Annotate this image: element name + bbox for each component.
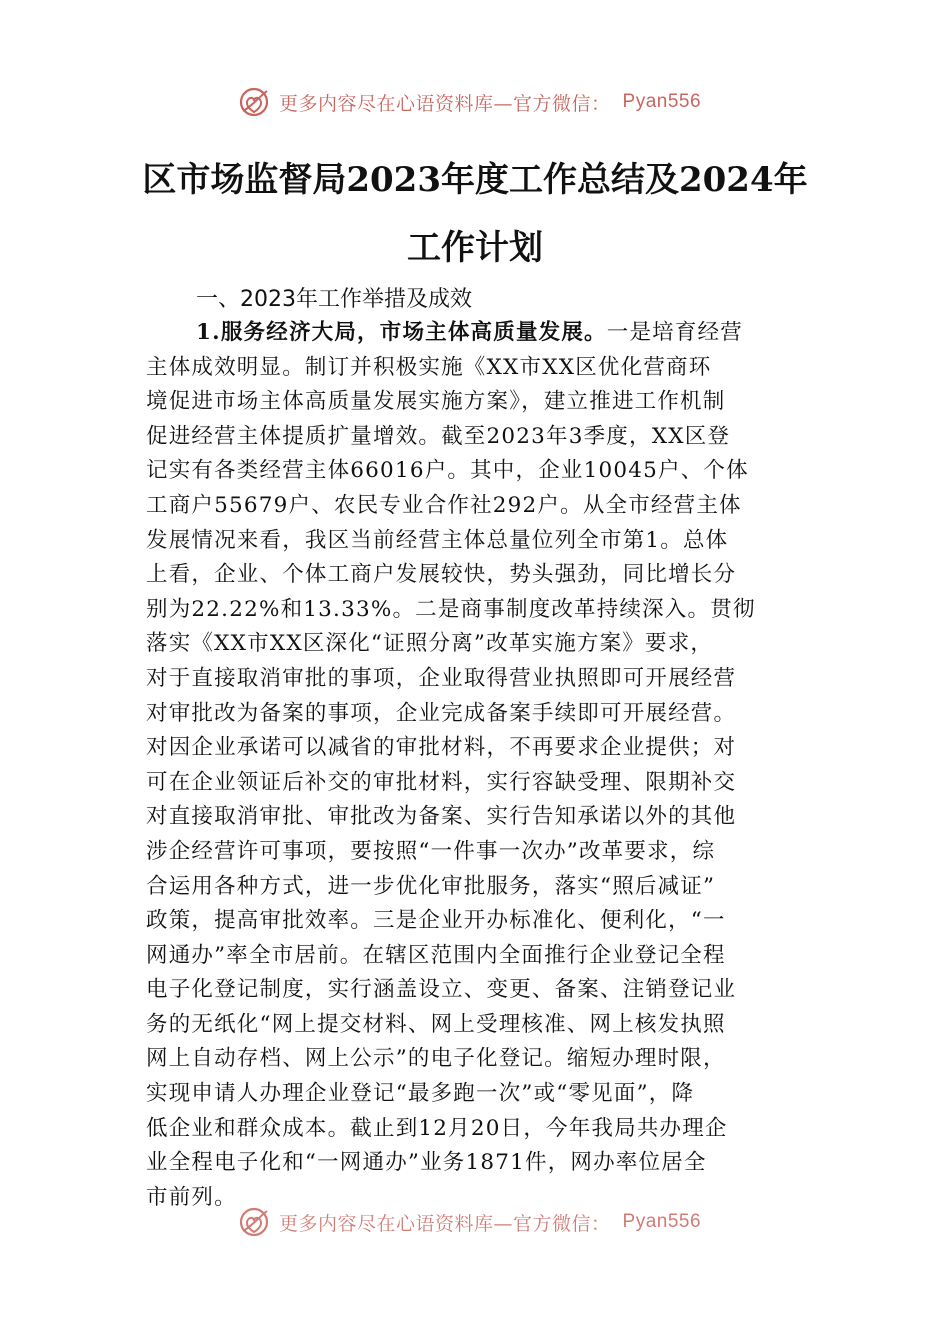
paragraph-line: 对直接取消审批、审批改为备案、实行告知承诺以外的其他 (146, 804, 737, 830)
paragraph-line: 记实有各类经营主体66016户。其中，企业10045户、个体 (146, 458, 749, 484)
paragraph-line: 业全程电子化和“一网通办”业务1871件，网办率位居全 (146, 1150, 707, 1176)
watermark-text: 更多内容尽在心语资料库—官方微信： (279, 92, 611, 115)
paragraph-line: 可在企业领证后补交的审批材料，实行容缺受理、限期补交 (146, 769, 737, 795)
paragraph-line: 对因企业承诺可以减省的审批材料，不再要求企业提供；对 (146, 735, 737, 761)
watermark-id: Pyan556 (622, 1211, 702, 1232)
paragraph-line: 市前列。 (146, 1184, 237, 1210)
paragraph-line: 政策，提高审批效率。三是企业开办标准化、便利化，“一 (146, 908, 726, 934)
paragraph-line: 网上自动存档、网上公示”的电子化登记。缩短办理时限， (146, 1046, 726, 1072)
paragraph-line: 合运用各种方式，进一步优化审批服务，落实“照后减证” (146, 873, 716, 899)
paragraph-line: 落实《XX市XX区深化“证照分离”改革实施方案》要求， (146, 631, 714, 657)
paragraph-line: 电子化登记制度，实行涵盖设立、变更、备案、注销登记业 (146, 977, 737, 1003)
paragraph-line: 促进经营主体提质扩量增效。截至2023年3季度，XX区登 (146, 423, 731, 449)
paragraph-line: 对于直接取消审批的事项，企业取得营业执照即可开展经营 (146, 665, 737, 691)
paragraph-line: 网通办”率全市居前。在辖区范围内全面推行企业登记全程 (146, 942, 726, 968)
body-paragraph (146, 316, 814, 1215)
paragraph-line: 境促进市场主体高质量发展实施方案》，建立推进工作机制 (146, 389, 726, 415)
paragraph-line: 务的无纸化“网上提交材料、网上受理核准、网上核发执照 (146, 1011, 726, 1037)
paragraph-line: 发展情况来看，我区当前经营主体总量位列全市第1。总体 (146, 527, 729, 553)
paragraph-line (146, 316, 814, 351)
paragraph-line: 实现申请人办理企业登记“最多跑一次”或“零见面”，降 (146, 1081, 695, 1107)
paragraph-line: 别为22.22%和13.33%。二是商事制度改革持续深入。贯彻 (146, 596, 756, 622)
watermark-text: 更多内容尽在心语资料库—官方微信： (279, 1212, 611, 1235)
handwritten-heart-logo-icon (237, 1205, 271, 1239)
watermark-id: Pyan556 (622, 91, 702, 112)
document-title-line2: 工作计划 (407, 228, 543, 268)
paragraph-line: 低企业和群众成本。截止到12月20日，今年我局共办理企 (146, 1115, 728, 1141)
document-title-line1: 区市场监督局2023年度工作总结及2024年 (142, 160, 808, 200)
section-heading: 一、2023年工作举措及成效 (196, 287, 472, 312)
handwritten-heart-logo-icon (237, 85, 271, 119)
paragraph-line: 对审批改为备案的事项，企业完成备案手续即可开展经营。 (146, 700, 737, 726)
watermark-banner-bottom (237, 1202, 737, 1242)
watermark-banner-top (237, 82, 737, 122)
paragraph-text: 一是培育经营 (606, 320, 743, 345)
paragraph-lead: 1.服务经济大局，市场主体高质量发展。 (196, 320, 607, 345)
paragraph-line: 主体成效明显。制订并积极实施《XX市XX区优化营商环 (146, 354, 712, 380)
paragraph-line: 工商户55679户、农民专业合作社292户。从全市经营主体 (146, 492, 742, 518)
paragraph-line: 涉企经营许可事项，要按照“一件事一次办”改革要求，综 (146, 838, 716, 864)
paragraph-line: 上看，企业、个体工商户发展较快，势头强劲，同比增长分 (146, 562, 737, 588)
